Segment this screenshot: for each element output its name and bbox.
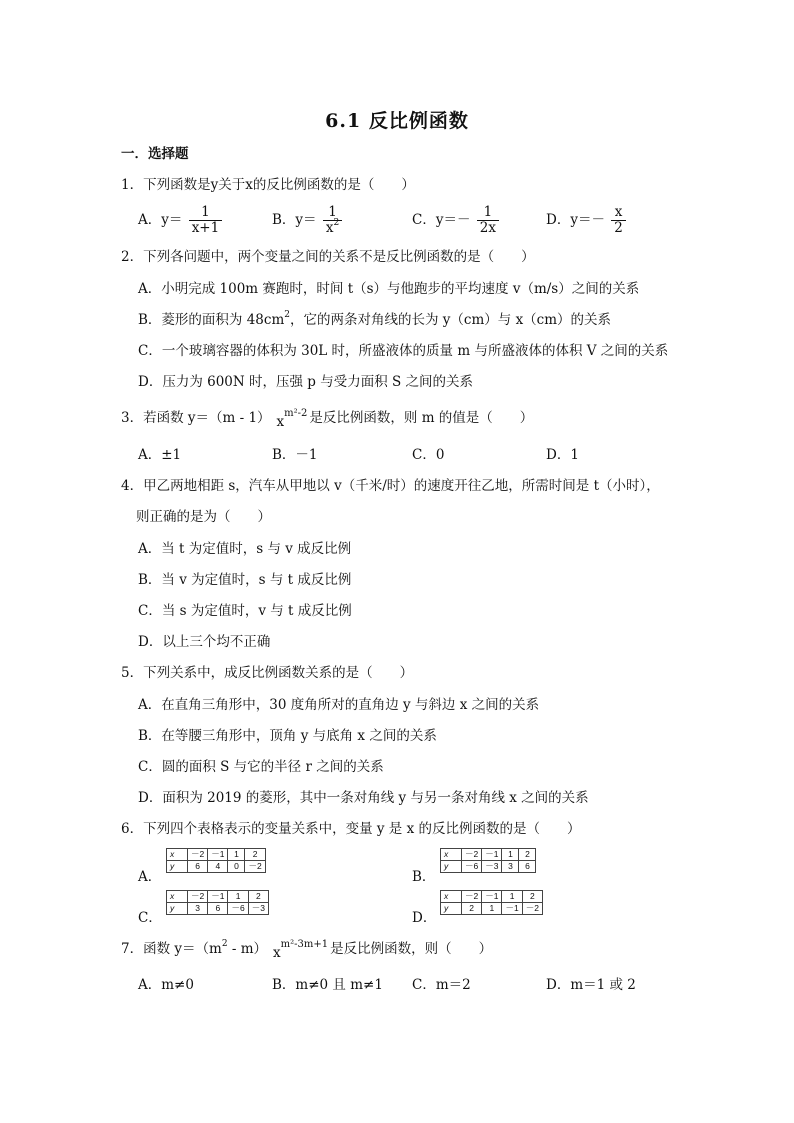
q6-stem: 6．下列四个表格表示的变量关系中，变量 y 是 x 的反比例函数的是（ ） — [121, 821, 581, 837]
q3-option-d: D．1 — [546, 447, 579, 463]
cell: －1 — [482, 891, 502, 903]
cell: 3 — [188, 903, 208, 915]
cell: －2 — [522, 903, 542, 915]
table-row — [441, 903, 543, 915]
page-title: 6.1 反比例函数 — [325, 110, 469, 132]
cell: 3 — [502, 861, 519, 873]
cell: y — [441, 861, 462, 873]
cell: 0 — [228, 861, 245, 873]
q6-option-b-label: B． — [412, 869, 436, 885]
q4-stem-line1: 4．甲乙两地相距 s，汽车从甲地以 v（千米/时）的速度开往乙地，所需时间是 t（小时）， — [121, 478, 660, 494]
q3-power-base: x — [276, 414, 285, 430]
cell: 6 — [188, 861, 208, 873]
q2-b-exp: 2 — [284, 310, 290, 320]
q6-table-a — [166, 848, 266, 873]
q7-option-c: C．m＝2 — [412, 977, 471, 993]
cell: －6 — [462, 861, 482, 873]
cell: －1 — [208, 891, 228, 903]
q1-c-den: 2x — [479, 220, 496, 236]
q4-option-d: D．以上三个均不正确 — [138, 634, 271, 650]
q3-power-exp: m²-2 — [284, 408, 308, 419]
q2-option-d: D．压力为 600N 时，压强 p 与受力面积 S 之间的关系 — [138, 374, 474, 390]
cell: －3 — [248, 903, 268, 915]
q1-d-fraction — [611, 205, 626, 236]
cell: 1 — [502, 849, 519, 861]
cell: －2 — [462, 849, 482, 861]
q5-option-b: B．在等腰三角形中，顶角 y 与底角 x 之间的关系 — [138, 728, 437, 744]
q1-c-label: C． — [412, 212, 436, 228]
cell: x — [167, 891, 188, 903]
q3-power — [277, 409, 308, 429]
table-row — [167, 903, 269, 915]
table-row — [167, 849, 266, 861]
cell: y — [167, 903, 188, 915]
q3-stem — [121, 409, 533, 429]
cell: x — [441, 849, 462, 861]
q7-m-exp: 2 — [221, 939, 228, 949]
q1-d-num: x — [611, 205, 626, 221]
q4-option-a: A．当 t 为定值时，s 与 v 成反比例 — [138, 541, 352, 557]
q1-stem: 1．下列函数是y关于x的反比例函数的是（ ） — [121, 177, 415, 193]
cell: －2 — [462, 891, 482, 903]
q7-option-a: A．m≠0 — [138, 977, 194, 993]
cell: －2 — [245, 861, 265, 873]
q7-power — [273, 940, 328, 960]
cell: 4 — [208, 861, 228, 873]
cell: 1 — [482, 903, 502, 915]
cell: －1 — [482, 849, 502, 861]
q3-option-a: A．±1 — [138, 447, 182, 463]
q1-c-num: 1 — [477, 205, 499, 221]
cell: x — [441, 891, 462, 903]
cell: x — [167, 849, 188, 861]
section-heading: 一．选择题 — [121, 146, 189, 162]
q7-option-b: B．m≠0 且 m≠1 — [272, 977, 383, 993]
q6-table-c — [166, 890, 269, 915]
q1-b-den-exp: 2 — [333, 218, 340, 228]
q6-option-c-label: C． — [138, 910, 162, 926]
cell: 2 — [245, 849, 265, 861]
q3-stem-post: 是反比例函数，则 m 的值是（ ） — [309, 410, 534, 426]
q1-option-d — [546, 203, 628, 237]
q1-a-num: 1 — [189, 205, 223, 221]
q7-stem-mid: - m） — [227, 941, 267, 957]
q5-stem: 5．下列关系中，成反比例函数关系的是（ ） — [121, 665, 414, 681]
cell: 2 — [522, 891, 542, 903]
q4-option-c: C．当 s 为定值时，v 与 t 成反比例 — [138, 603, 352, 619]
q4-stem-line2: 则正确的是为（ ） — [136, 509, 271, 525]
q3-option-c: C．0 — [412, 447, 445, 463]
q2-b-pre: B．菱形的面积为 48cm — [138, 312, 285, 328]
q6-option-d-label: D． — [412, 910, 437, 926]
q1-option-a — [138, 203, 224, 237]
q1-option-b — [272, 203, 344, 237]
q2-b-post: ，它的两条对角线的长为 y（cm）与 x（cm）的关系 — [290, 312, 612, 328]
q2-option-b — [138, 311, 611, 329]
cell: 2 — [462, 903, 482, 915]
q1-a-fraction — [189, 205, 223, 236]
q7-stem-post: 是反比例函数，则（ ） — [330, 941, 493, 957]
cell: 2 — [248, 891, 268, 903]
q1-b-num: 1 — [323, 205, 342, 221]
q1-d-label: D． — [546, 212, 571, 228]
q5-option-d: D．面积为 2019 的菱形，其中一条对角线 y 与另一条对角线 x 之间的关系 — [138, 790, 589, 806]
q1-b-lhs: y＝ — [295, 212, 317, 228]
cell: 6 — [208, 903, 228, 915]
q1-d-den: 2 — [614, 220, 623, 236]
q7-power-exp: m²-3m+1 — [280, 939, 329, 950]
q1-c-lhs: y＝－ — [435, 212, 471, 228]
q1-b-label: B． — [272, 212, 296, 228]
q2-option-c: C．一个玻璃容器的体积为 30L 时，所盛液体的质量 m 与所盛液体的体积 V 之间的关系 — [138, 343, 669, 359]
cell: 1 — [228, 891, 248, 903]
q1-b-fraction — [323, 205, 342, 236]
table-row — [167, 891, 269, 903]
cell: －6 — [228, 903, 248, 915]
cell: y — [441, 903, 462, 915]
cell: －1 — [502, 903, 522, 915]
q6-table-d — [440, 890, 543, 915]
cell: －2 — [188, 891, 208, 903]
q7-power-base: x — [273, 945, 281, 961]
table-row — [441, 861, 536, 873]
q1-b-den — [323, 218, 342, 236]
q2-stem: 2．下列各问题中，两个变量之间的关系不是反比例函数的是（ ） — [121, 249, 535, 265]
q7-stem — [121, 940, 492, 960]
q6-table-b — [440, 848, 536, 873]
cell: －3 — [482, 861, 502, 873]
table-row — [441, 849, 536, 861]
q5-option-c: C．圆的面积 S 与它的半径 r 之间的关系 — [138, 759, 384, 775]
cell: 1 — [502, 891, 522, 903]
table-row — [167, 861, 266, 873]
q4-option-b: B．当 v 为定值时，s 与 t 成反比例 — [138, 572, 352, 588]
table-row — [441, 891, 543, 903]
q3-stem-pre: 3．若函数 y＝（m - 1） — [121, 410, 271, 426]
cell: －1 — [208, 849, 228, 861]
q1-a-den: x+1 — [191, 220, 220, 236]
cell: y — [167, 861, 188, 873]
q1-c-fraction — [477, 205, 499, 236]
cell: 2 — [519, 849, 536, 861]
q1-a-lhs: y＝ — [161, 212, 183, 228]
q5-option-a: A．在直角三角形中，30 度角所对的直角边 y 与斜边 x 之间的关系 — [138, 697, 540, 713]
cell: －2 — [188, 849, 208, 861]
q2-option-a: A．小明完成 100m 赛跑时，时间 t（s）与他跑步的平均速度 v（m/s）之间的关系 — [138, 281, 640, 297]
q1-b-den-base: x — [325, 220, 334, 236]
q1-a-label: A． — [138, 212, 162, 228]
q1-option-c — [412, 203, 501, 237]
q7-option-d: D．m＝1 或 2 — [546, 977, 636, 993]
q6-option-a-label: A． — [138, 869, 162, 885]
cell: 1 — [228, 849, 245, 861]
q1-d-lhs: y＝－ — [570, 212, 605, 228]
q7-stem-pre: 7．函数 y＝（m — [121, 941, 222, 957]
cell: 6 — [519, 861, 536, 873]
q3-option-b: B．－1 — [272, 447, 318, 463]
